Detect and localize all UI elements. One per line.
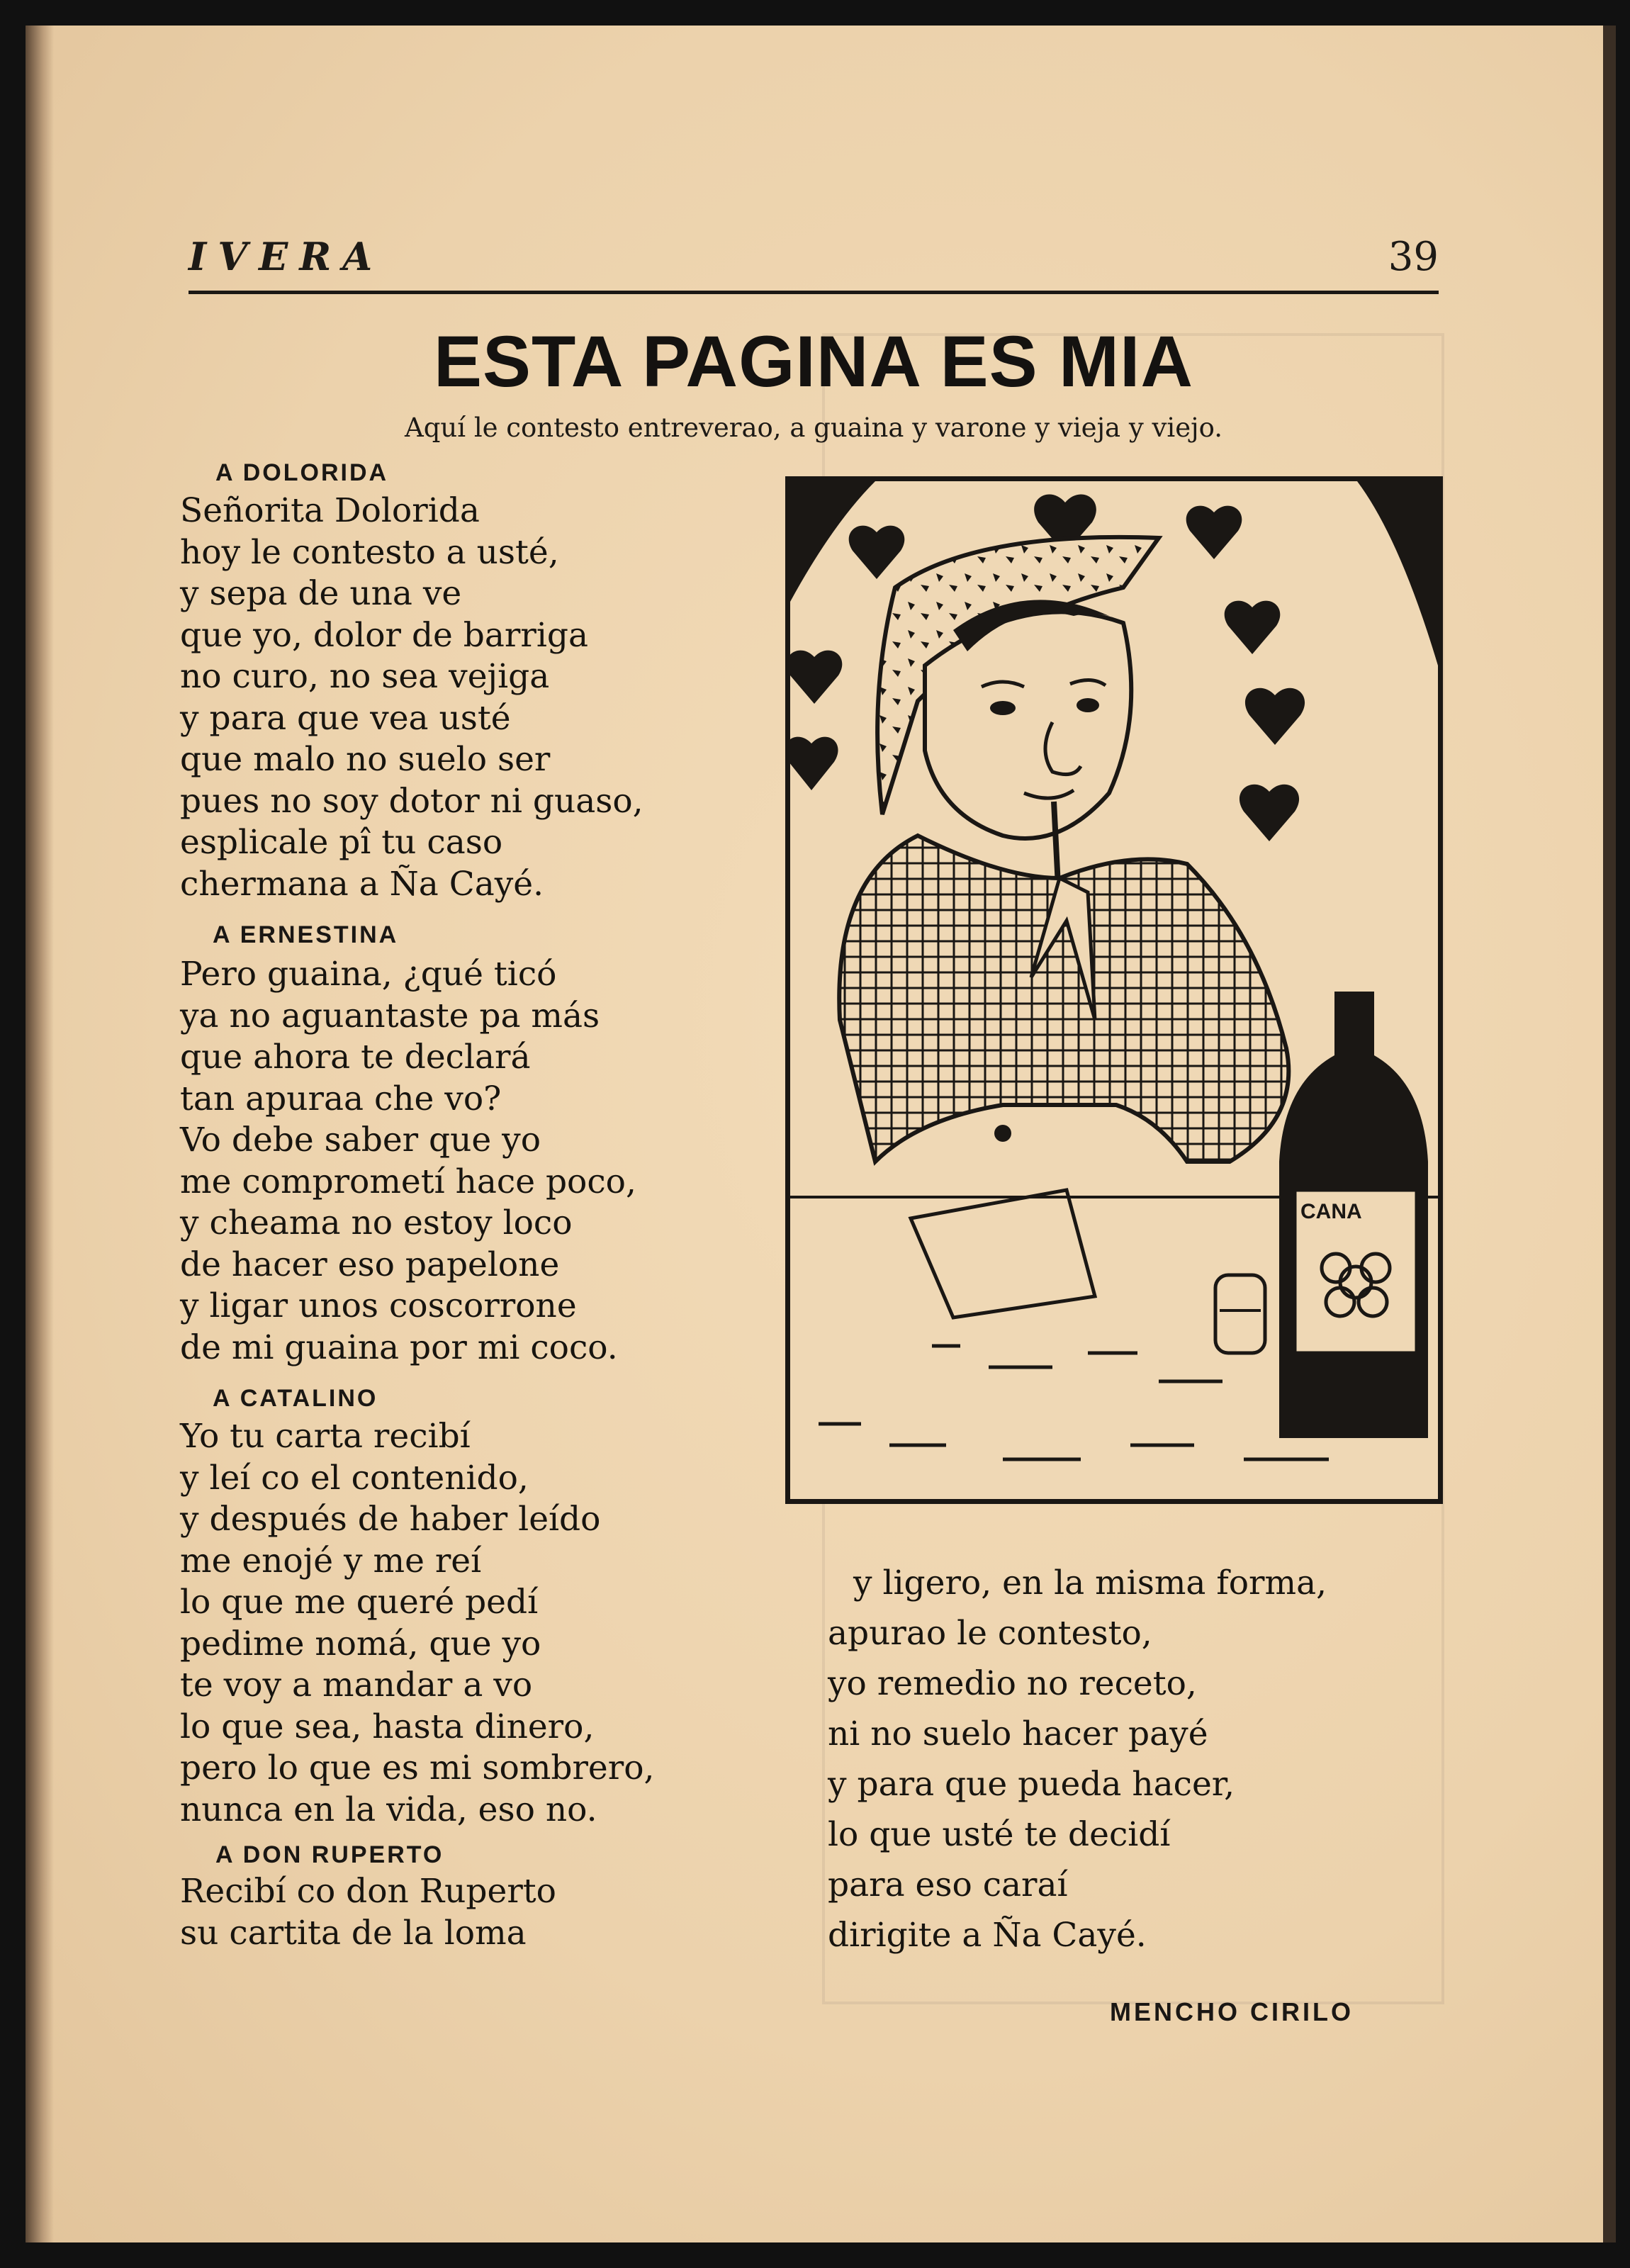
page-subtitle: Aquí le contesto entreverao, a guaina y varone y vieja y viejo. (404, 412, 1223, 443)
poem-line: me comprometí hace poco, (180, 1162, 636, 1201)
letter-heading-catalino: A CATALINO (213, 1385, 378, 1412)
letter-stanza-catalino (180, 1416, 654, 1831)
letter-stanza-dolorida (180, 490, 643, 905)
gaucho-drawing (790, 481, 1438, 1499)
poem-line: hoy le contesto a usté, (180, 532, 559, 572)
poem-line: pues no soy dotor ni guaso, (180, 781, 643, 821)
poem-line: nunca en la vida, eso no. (180, 1790, 597, 1829)
poem-line: Yo tu carta recibí (180, 1417, 471, 1456)
poem-line: que ahora te declará (180, 1038, 531, 1077)
letter-heading-ruperto: A DON RUPERTO (215, 1841, 444, 1868)
poem-line: pero lo que es mi sombrero, (180, 1748, 655, 1787)
letter-heading-dolorida: A DOLORIDA (215, 459, 389, 486)
poem-line: esplicale pî tu caso (180, 823, 503, 862)
poem-line: dirigite a Ña Cayé. (828, 1916, 1147, 1955)
poem-line: ya no aguantaste pa más (180, 996, 600, 1035)
poem-line: lo que sea, hasta dinero, (180, 1707, 595, 1746)
poem-line: que malo no suelo ser (180, 740, 551, 779)
poem-line: que yo, dolor de barriga (180, 615, 588, 655)
page-title: ESTA PAGINA ES MIA (433, 321, 1194, 402)
poem-line: Recibí co don Ruperto (180, 1872, 556, 1911)
poem-line: y sepa de una ve (180, 574, 462, 613)
poem-line: para eso caraí (828, 1865, 1068, 1904)
poem-line: y para que vea usté (180, 698, 511, 738)
poem-line: apurao le contesto, (828, 1614, 1152, 1653)
poem-line: te voy a mandar a vo (180, 1666, 533, 1705)
glass (1215, 1275, 1265, 1353)
left-eye (990, 701, 1016, 715)
poem-line: su cartita de la loma (180, 1913, 527, 1953)
corner-shade-right (1357, 481, 1438, 666)
poem-line: pedime nomá, que yo (180, 1624, 541, 1663)
poem-line: y ligar unos coscorrone (180, 1286, 577, 1325)
poem-line: Señorita Dolorida (180, 491, 480, 530)
poem-line: Vo debe saber que yo (180, 1121, 541, 1160)
poem-line: de hacer eso papelone (180, 1245, 560, 1284)
poem-line: tan apuraa che vo? (180, 1079, 502, 1118)
poem-line: lo que usté te decidí (828, 1815, 1171, 1854)
letter-stanza-ernestina (180, 954, 636, 1369)
poem-line: chermana a Ña Cayé. (180, 864, 544, 904)
bottle-label-text: CANA (1300, 1200, 1362, 1223)
author-signature: MENCHO CIRILO (1110, 1997, 1354, 2026)
poem-line: de mi guaina por mi coco. (180, 1327, 618, 1367)
poem-line: y leí co el contenido, (180, 1458, 529, 1498)
poem-line: y ligero, en la misma forma, (853, 1564, 1327, 1602)
poem-line: me enojé y me reí (180, 1541, 482, 1581)
table-strokes (819, 1346, 1329, 1459)
right-eye (1077, 698, 1099, 712)
poem-line: y para que pueda hacer, (828, 1765, 1235, 1804)
letter-heading-ernestina: A ERNESTINA (213, 921, 399, 948)
poem-line: y cheama no estoy loco (180, 1203, 573, 1242)
paper-on-table (911, 1190, 1095, 1318)
illustration-gaucho (785, 476, 1443, 1504)
poem-line: yo remedio no receto, (828, 1664, 1197, 1703)
page-gutter (26, 26, 54, 2242)
poem-line: lo que me queré pedí (180, 1583, 539, 1622)
letter-stanza-ruperto (180, 1871, 556, 1954)
page-edge (1603, 26, 1616, 2242)
continuation-stanza (828, 1558, 1327, 1960)
poem-line: y después de haber leído (180, 1500, 601, 1539)
page-number: 39 (1388, 234, 1439, 280)
poem-line: Pero guaina, ¿qué ticó (180, 955, 557, 994)
running-head (189, 234, 1439, 294)
journal-name: IVERA (189, 234, 384, 279)
face (925, 612, 1131, 838)
poem-line: ni no suelo hacer payé (828, 1714, 1208, 1753)
poem-line: no curo, no sea vejiga (180, 657, 550, 696)
